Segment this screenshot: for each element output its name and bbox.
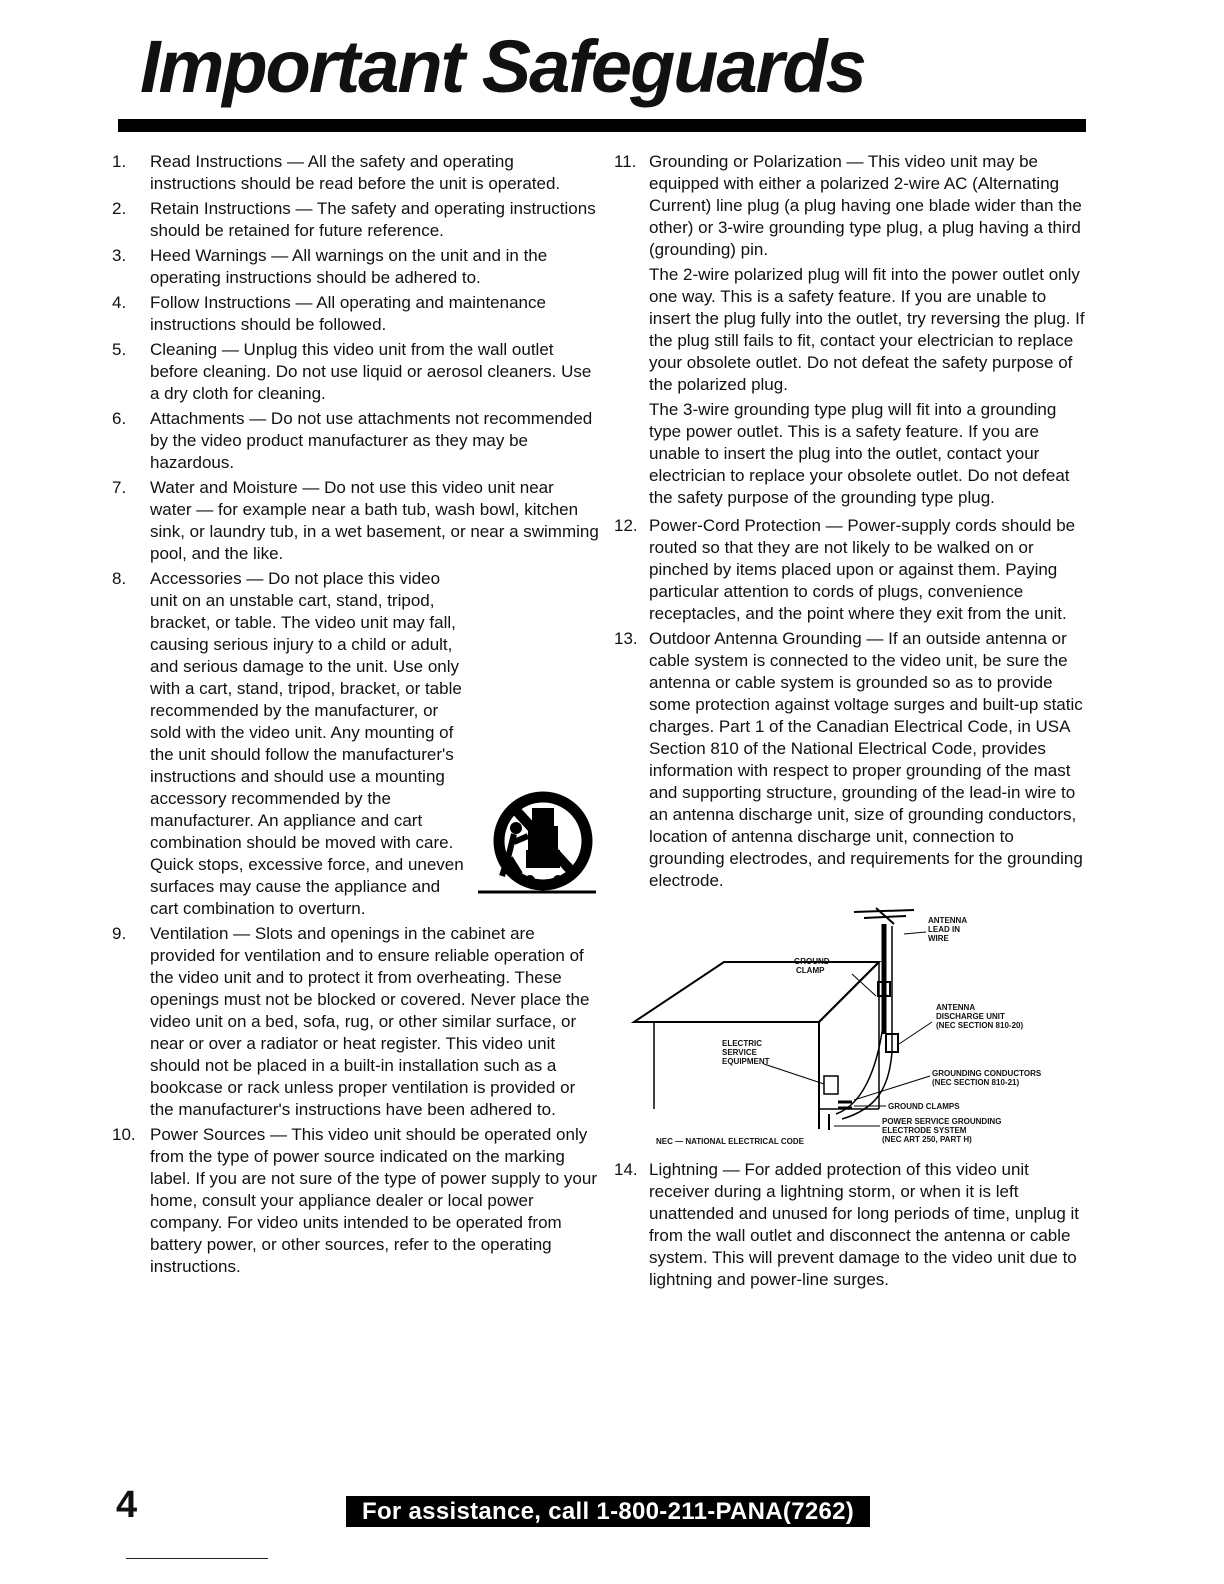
safeguard-item-13 bbox=[614, 628, 1092, 892]
item-body bbox=[649, 151, 1092, 512]
electric-service-label: ELECTRIC bbox=[722, 1039, 762, 1048]
antenna-lead-label: LEAD IN bbox=[928, 925, 960, 934]
item-text: Follow Instructions — All operating and maintenance instructions should be followed. bbox=[150, 293, 546, 334]
left-column bbox=[112, 151, 600, 1281]
discharge-unit-label: DISCHARGE UNIT bbox=[936, 1012, 1005, 1021]
safeguard-item-10 bbox=[112, 1124, 600, 1278]
electric-service-label: SERVICE bbox=[722, 1048, 757, 1057]
item-number: 13. bbox=[614, 629, 638, 648]
item-number: 4. bbox=[112, 293, 127, 312]
discharge-unit-label: ANTENNA bbox=[936, 1003, 976, 1012]
antenna-lead-label: WIRE bbox=[928, 934, 949, 943]
discharge-unit-label: (NEC SECTION 810-20) bbox=[936, 1021, 1024, 1030]
safeguard-item-1 bbox=[112, 151, 600, 195]
cart-warning-icon bbox=[478, 788, 600, 900]
grounding-conductors-label: (NEC SECTION 810-21) bbox=[932, 1078, 1020, 1087]
page-number: 4 bbox=[116, 1484, 138, 1526]
bottom-rule bbox=[126, 1558, 268, 1559]
item-text: Power-Cord Protection — Power-supply cords should be routed so that they are not likely to be walked on or pinched by items placed upon or against them. Paying particular attention to cords of plugs, convenience receptacles, and the point where they exit from the unit. bbox=[649, 516, 1076, 623]
power-service-label: POWER SERVICE GROUNDING bbox=[882, 1117, 1002, 1126]
page-title: Important Safeguards bbox=[140, 25, 865, 108]
item-text: Lightning — For added protection of this video unit receiver during a lightning storm, or when it is left unattended and unused for long periods of time, unplug it from the wall outlet and disconnect the antenna or cable system. This will prevent damage to the video unit due to lightning and power-line surges. bbox=[649, 1160, 1080, 1289]
nec-note: NEC — NATIONAL ELECTRICAL CODE bbox=[656, 1137, 805, 1146]
item-number: 14. bbox=[614, 1160, 638, 1179]
item-text: Attachments — Do not use attachments not recommended by the video product manufacturer as they may be hazardous. bbox=[150, 409, 593, 472]
item-number: 9. bbox=[112, 924, 127, 943]
item-paragraph: The 2-wire polarized plug will fit into the power outlet only one way. This is a safety feature. If you are unable to insert the plug fully into the outlet, try reversing the plug. If the plug still fails to fit, contact your electrician to replace your obsolete outlet. Do not defeat the safety purpose of the polarized plug. bbox=[649, 265, 1085, 394]
antenna-lead-label: ANTENNA bbox=[928, 916, 968, 925]
item-text: Read Instructions — All the safety and operating instructions should be read before the unit is operated. bbox=[150, 152, 561, 193]
ground-clamp-label: CLAMP bbox=[796, 966, 825, 975]
safeguard-item-4 bbox=[112, 292, 600, 336]
safeguard-item-8 bbox=[112, 568, 600, 920]
electric-service-label: EQUIPMENT bbox=[722, 1057, 770, 1066]
item-text: Power Sources — This video unit should be operated only from the type of power source indicated on the marking label. If you are not sure of the type of power supply to your home, consult your appliance dealer or local power company. For video units intended to be operated from battery power, or other sources, refer to the operating instructions. bbox=[150, 1125, 597, 1276]
item-text: Outdoor Antenna Grounding — If an outside antenna or cable system is connected to the video unit, be sure the antenna or cable system is grounded so as to provide some protection against voltage surges and built-up static charges. Part 1 of the Canadian Electrical Code, in USA Section 810 of the National Electrical Code, provides information with respect to proper grounding of the mast and supporting structure, grounding of the lead-in wire to an antenna discharge unit, size of grounding conductors, location of antenna discharge unit, connection to grounding electrodes, and requirements for the grounding electrode. bbox=[649, 629, 1083, 890]
safeguard-item-14 bbox=[614, 1159, 1092, 1291]
safeguard-item-5 bbox=[112, 339, 600, 405]
antenna-grounding-diagram bbox=[614, 904, 1064, 1149]
power-service-label: ELECTRODE SYSTEM bbox=[882, 1126, 967, 1135]
item-paragraph: Grounding or Polarization — This video unit may be equipped with either a polarized 2-wire AC (Alternating Current) line plug (a plug having one blade wider than the other) or 3-wire grounding type plug, a plug having a third (grounding) pin. bbox=[649, 152, 1082, 259]
item-number: 1. bbox=[112, 152, 127, 171]
item-text: Cleaning — Unplug this video unit from the wall outlet before cleaning. Do not use liquid or aerosol cleaners. Use a dry cloth for cleaning. bbox=[150, 340, 592, 403]
safeguard-item-7 bbox=[112, 477, 600, 565]
item-paragraph: The 3-wire grounding type plug will fit into a grounding type power outlet. This is a safety feature. If you are unable to insert the plug into the outlet, contact your electrician to replace your obsolete outlet. Do not defeat the safety purpose of the grounding type plug. bbox=[649, 400, 1070, 507]
safeguard-item-6 bbox=[112, 408, 600, 474]
right-column bbox=[614, 151, 1092, 1294]
safeguard-item-11 bbox=[614, 151, 1092, 512]
item-number: 12. bbox=[614, 516, 638, 535]
item-text: Ventilation — Slots and openings in the cabinet are provided for ventilation and to ensure reliable operation of the video unit and to protect it from overheating. These openings must not be blocked or covered. Never place the video unit on a bed, sofa, rug, or other similar surface, or near or over a radiator or heat register. This video unit should not be placed in a built-in installation such as a bookcase or rack unless proper ventilation is provided or the manufacturer's instructions have been adhered to. bbox=[150, 924, 590, 1119]
assistance-banner: For assistance, call 1-800-211-PANA(7262) bbox=[346, 1496, 870, 1527]
safeguard-item-12 bbox=[614, 515, 1092, 625]
ground-clamp-label: GROUND bbox=[794, 957, 830, 966]
item-text: Retain Instructions — The safety and operating instructions should be retained for future reference. bbox=[150, 199, 596, 240]
item-number: 10. bbox=[112, 1125, 136, 1144]
title-rule bbox=[118, 119, 1086, 132]
ground-clamps-label: GROUND CLAMPS bbox=[888, 1102, 960, 1111]
item-number: 7. bbox=[112, 478, 127, 497]
item-number: 3. bbox=[112, 246, 127, 265]
safeguard-item-9 bbox=[112, 923, 600, 1121]
item-number: 5. bbox=[112, 340, 127, 359]
grounding-conductors-label: GROUNDING CONDUCTORS bbox=[932, 1069, 1042, 1078]
item-number: 2. bbox=[112, 199, 127, 218]
item-text: Heed Warnings — All warnings on the unit and in the operating instructions should be adhered to. bbox=[150, 246, 548, 287]
item-number: 8. bbox=[112, 569, 127, 588]
power-service-label: (NEC ART 250, PART H) bbox=[882, 1135, 972, 1144]
safeguard-item-2 bbox=[112, 198, 600, 242]
item-number: 11. bbox=[614, 152, 637, 171]
item-text: Water and Moisture — Do not use this video unit near water — for example near a bath tub, wash bowl, kitchen sink, or laundry tub, in a wet basement, or near a swimming pool, and the like. bbox=[150, 478, 599, 563]
safeguard-item-3 bbox=[112, 245, 600, 289]
item-text: Accessories — Do not place this video unit on an unstable cart, stand, tripod, bracket, or table. The video unit may fall, causing serious injury to a child or adult, and serious damage to the unit. Use only with a cart, stand, tripod, bracket, or table recommended by the manufacturer, or sold with the video unit. Any mounting of the unit should follow the manufacturer's instructions and should use a mounting accessory recommended by the manufacturer. An appliance and cart combination should be moved with care. Quick stops, excessive force, and uneven surfaces may cause the appliance and cart combination to overturn. bbox=[150, 569, 464, 918]
item-number: 6. bbox=[112, 409, 127, 428]
item-body bbox=[150, 568, 600, 920]
